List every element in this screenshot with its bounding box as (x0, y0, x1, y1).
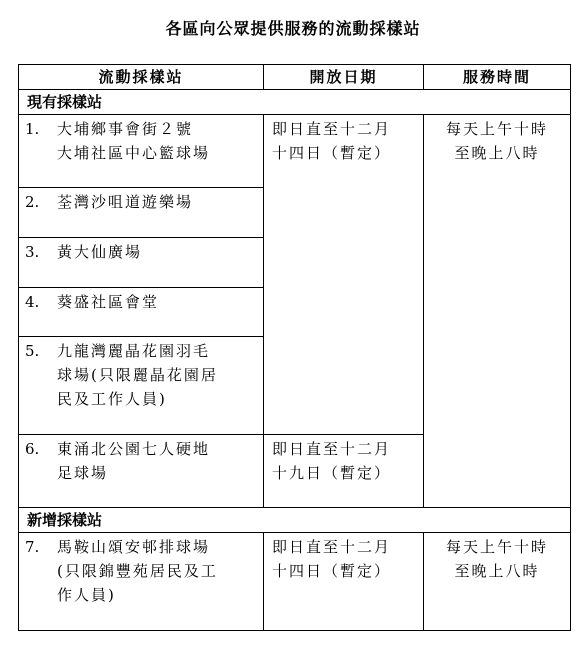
site-name-line: 大埔鄉事會街２號 (57, 120, 194, 138)
table-row (19, 115, 571, 188)
open-date-line: 即日直至十二月 (272, 120, 392, 138)
service-hours-line: 每天上午十時 (445, 538, 548, 556)
site-name-line: 民及工作人員) (57, 390, 167, 408)
table-header-row (19, 65, 571, 90)
section-new: 新增採樣站 (19, 508, 571, 533)
site-name-line: 黃大仙廣場 (57, 243, 143, 261)
open-date-line: 即日直至十二月 (272, 538, 392, 556)
site-name-line: 足球場 (57, 464, 109, 482)
site-name-line: 葵盛社區會堂 (57, 293, 160, 311)
site-cell (19, 533, 264, 631)
sampling-stations-table (18, 64, 571, 631)
section-row-existing (19, 90, 571, 115)
site-cell (19, 238, 264, 288)
site-number: 6. (25, 440, 40, 458)
open-date-cell (264, 435, 424, 508)
site-number: 4. (25, 293, 40, 311)
site-name-line: 東涌北公園七人硬地 (57, 440, 211, 458)
site-cell (19, 188, 264, 238)
site-number: 3. (25, 243, 40, 261)
site-cell (19, 337, 264, 435)
site-name-line: 荃灣沙咀道遊樂場 (57, 193, 194, 211)
page-title: 各區向公眾提供服務的流動採樣站 (165, 19, 421, 38)
site-cell (19, 115, 264, 188)
section-row-new (19, 508, 571, 533)
open-date-line: 十九日（暫定） (272, 464, 392, 482)
site-name-line: 大埔社區中心籃球場 (57, 144, 211, 162)
site-number: 5. (25, 342, 40, 360)
header-hours: 服務時間 (424, 65, 571, 90)
service-hours-line: 每天上午十時 (445, 120, 548, 138)
site-name-line: (只限錦豐苑居民及工 (57, 562, 218, 580)
open-date-line: 即日直至十二月 (272, 440, 392, 458)
site-name-line: 球場(只限麗晶花園居 (57, 366, 218, 384)
open-date-line: 十四日（暫定） (272, 562, 392, 580)
service-hours-cell (424, 533, 571, 631)
service-hours-cell (424, 115, 571, 508)
open-date-line: 十四日（暫定） (272, 144, 392, 162)
site-cell (19, 288, 264, 337)
site-cell (19, 435, 264, 508)
site-number: 7. (25, 538, 40, 556)
site-number: 1. (25, 120, 40, 138)
site-name-line: 作人員) (57, 586, 116, 604)
site-number: 2. (25, 193, 40, 211)
header-date: 開放日期 (264, 65, 424, 90)
site-name-line: 馬鞍山頌安邨排球場 (57, 538, 211, 556)
open-date-cell (264, 115, 424, 435)
section-existing: 現有採樣站 (19, 90, 571, 115)
table-row (19, 533, 571, 631)
header-site: 流動採樣站 (19, 65, 264, 90)
site-name-line: 九龍灣麗晶花園羽毛 (57, 342, 211, 360)
open-date-cell (264, 533, 424, 631)
service-hours-line: 至晚上八時 (454, 144, 540, 162)
service-hours-line: 至晚上八時 (454, 562, 540, 580)
